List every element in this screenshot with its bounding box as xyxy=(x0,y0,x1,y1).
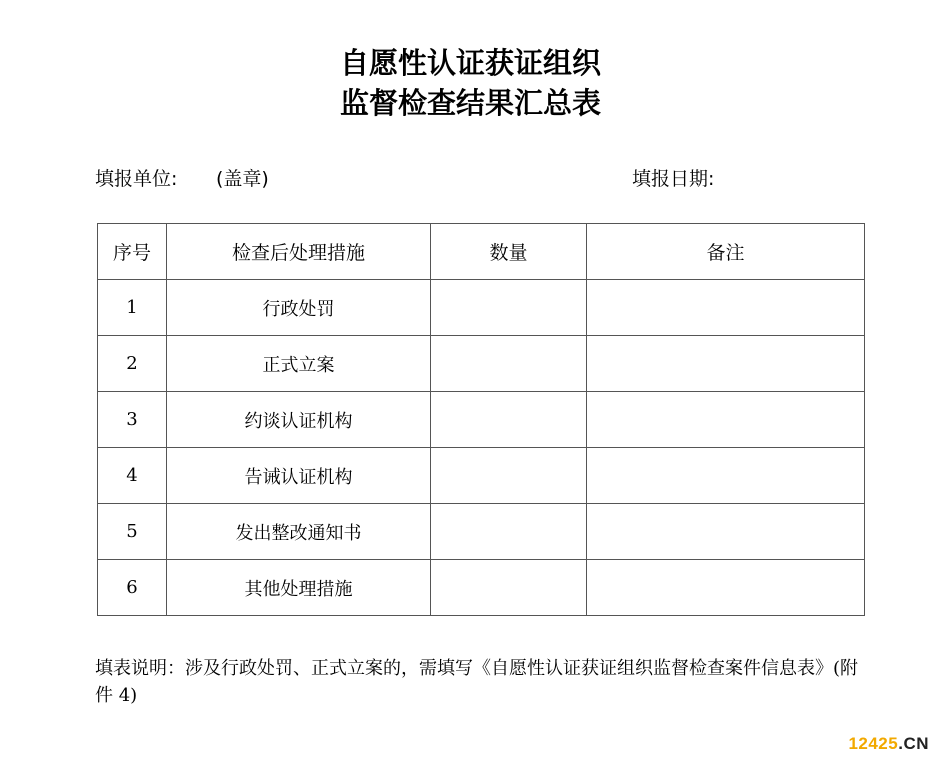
table-row xyxy=(98,280,865,336)
header-remark: 备注 xyxy=(587,224,865,280)
results-summary-table xyxy=(97,223,865,616)
header-measure: 检查后处理措施 xyxy=(167,224,431,280)
row-remark xyxy=(587,392,865,448)
watermark-number: 12425 xyxy=(848,734,899,753)
row-count xyxy=(431,448,587,504)
row-measure: 其他处理措施 xyxy=(167,560,431,616)
document-title-line-2: 监督检查结果汇总表 xyxy=(339,86,601,120)
row-remark xyxy=(587,280,865,336)
row-seq: 1 xyxy=(98,280,167,336)
watermark-domain: .CN xyxy=(898,734,929,753)
table-row xyxy=(98,392,865,448)
row-seq: 4 xyxy=(98,448,167,504)
row-measure: 告诫认证机构 xyxy=(167,448,431,504)
row-remark xyxy=(587,560,865,616)
row-measure: 发出整改通知书 xyxy=(167,504,431,560)
row-measure: 正式立案 xyxy=(167,336,431,392)
table-row xyxy=(98,448,865,504)
row-count xyxy=(431,560,587,616)
fill-date-label: 填报日期: xyxy=(632,168,715,190)
row-measure: 约谈认证机构 xyxy=(167,392,431,448)
row-count xyxy=(431,336,587,392)
table-header-row xyxy=(98,224,865,280)
header-seq: 序号 xyxy=(98,224,167,280)
row-remark xyxy=(587,336,865,392)
table-row xyxy=(98,336,865,392)
fill-unit-label: 填报单位: xyxy=(95,168,178,190)
table-row xyxy=(98,504,865,560)
row-seq: 6 xyxy=(98,560,167,616)
table-row xyxy=(98,560,865,616)
row-count xyxy=(431,504,587,560)
document-title-line-1: 自愿性认证获证组织 xyxy=(339,46,601,80)
row-count xyxy=(431,280,587,336)
header-count: 数量 xyxy=(431,224,587,280)
row-seq: 3 xyxy=(98,392,167,448)
row-remark xyxy=(587,504,865,560)
seal-label: (盖章) xyxy=(216,168,269,190)
row-remark xyxy=(587,448,865,504)
row-count xyxy=(431,392,587,448)
site-watermark xyxy=(848,734,929,754)
row-seq: 5 xyxy=(98,504,167,560)
fill-instructions-note: 填表说明：涉及行政处罚、正式立案的，需填写《自愿性认证获证组织监督检查案件信息表》(附件 4) xyxy=(95,658,859,706)
row-measure: 行政处罚 xyxy=(167,280,431,336)
row-seq: 2 xyxy=(98,336,167,392)
